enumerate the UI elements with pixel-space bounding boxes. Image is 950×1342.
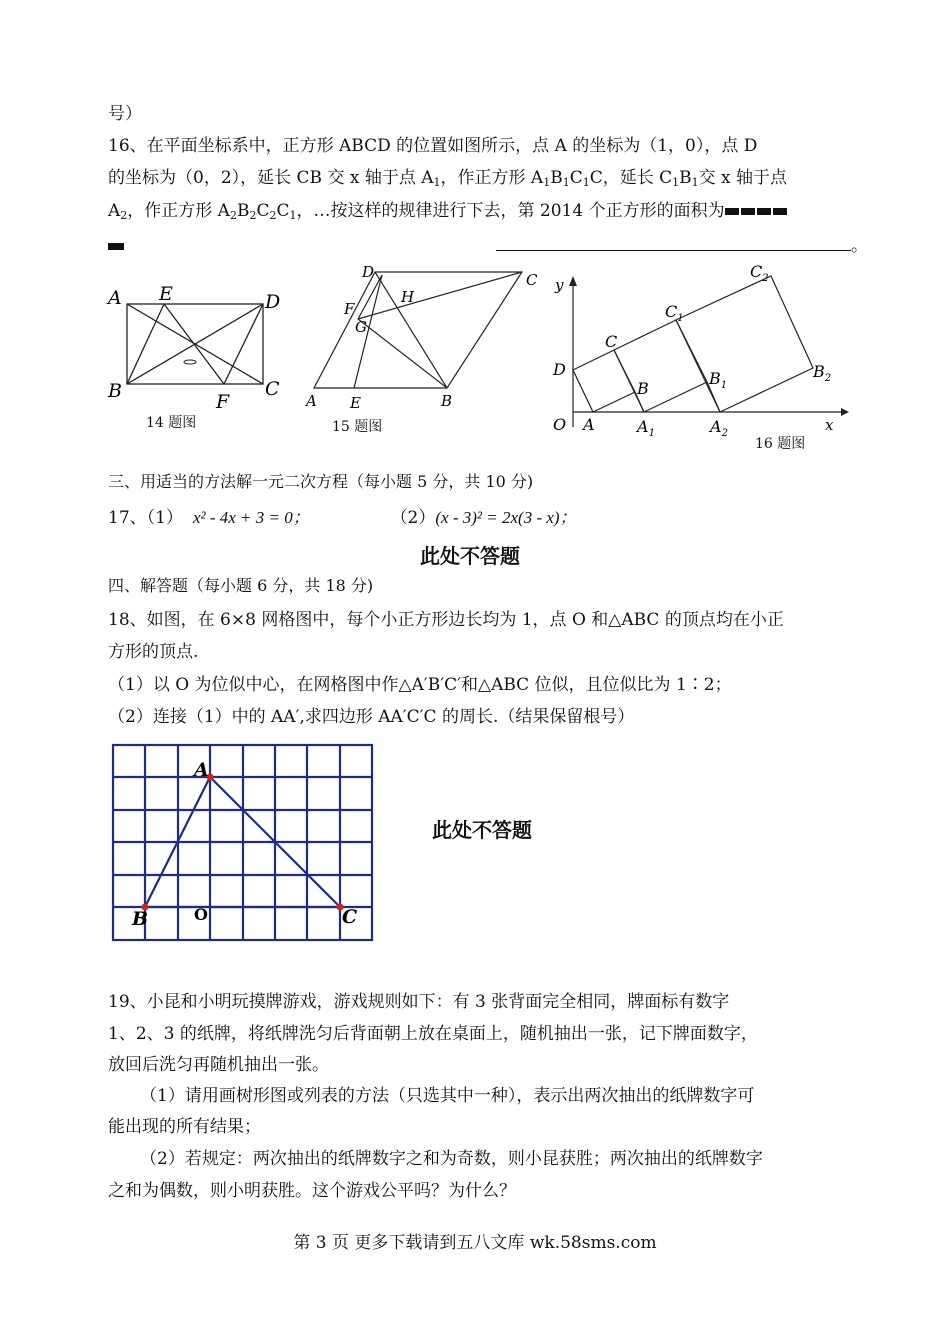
fig16-label-C2: $C_2$ bbox=[750, 262, 769, 284]
fig14-label-B: B bbox=[108, 380, 122, 402]
answer-blank[interactable] bbox=[496, 232, 851, 251]
q18-line2: 方形的顶点. bbox=[108, 642, 199, 662]
q19-line7: 之和为偶数，则小明获胜。这个游戏公平吗？为什么？ bbox=[108, 1181, 516, 1201]
fig16-label-B: B bbox=[637, 379, 649, 398]
fig15-label-F: F bbox=[344, 300, 355, 318]
fig16-label-B1: $B_1$ bbox=[709, 369, 728, 391]
fig16-label-O: O bbox=[553, 415, 567, 434]
fig16-label-A: A bbox=[583, 415, 595, 434]
grid-figure bbox=[110, 742, 380, 947]
no-answer-note-2: 此处不答题 bbox=[432, 818, 532, 842]
fig14-label-F: F bbox=[216, 391, 230, 413]
fig16-label-B2: $B_2$ bbox=[813, 362, 832, 384]
page-footer: 第 3 页 更多下载请到五八文库 wk.58sms.com bbox=[293, 1233, 657, 1253]
grid-label-A: A bbox=[194, 759, 209, 781]
fig15-caption: 15 题图 bbox=[332, 419, 383, 435]
fig16-label-C1: $C_1$ bbox=[665, 302, 684, 324]
fig16-label-A1: $A_1$ bbox=[637, 417, 655, 439]
fig15-label-E: E bbox=[350, 394, 361, 412]
fig15-label-A: A bbox=[306, 392, 317, 410]
q19-line6: （2）若规定：两次抽出的纸牌数字之和为奇数，则小昆获胜；两次抽出的纸牌数字 bbox=[140, 1149, 763, 1169]
figure-15 bbox=[300, 262, 550, 422]
fig14-label-A: A bbox=[108, 287, 122, 309]
q19-line3: 放回后洗匀再随机抽出一张。 bbox=[108, 1055, 329, 1075]
grid-label-B: B bbox=[132, 908, 149, 930]
fig14-caption: 14 题图 bbox=[146, 415, 197, 431]
fig15-label-D: D bbox=[362, 263, 375, 281]
q16-line3: $A_2$，作正方形 $A_2B_2C_2C_1$，…按这样的规律进行下去，第 2014 个正方形的面积为 bbox=[108, 199, 789, 228]
fig16-label-y: y bbox=[555, 276, 564, 294]
q16-answer-line: 。 bbox=[108, 232, 868, 258]
no-answer-note-1: 此处不答题 bbox=[420, 544, 520, 568]
section-4-heading: 四、解答题（每小题 6 分，共 18 分) bbox=[108, 576, 374, 595]
section-3-heading: 三、用适当的方法解一元二次方程（每小题 5 分，共 10 分) bbox=[108, 472, 534, 491]
grid-label-O: O bbox=[194, 905, 208, 924]
fig16-label-C: C bbox=[605, 332, 618, 351]
fig14-label-E: E bbox=[159, 283, 173, 305]
continuation-text: 号） bbox=[108, 104, 142, 124]
figure-16 bbox=[545, 262, 855, 457]
fig16-caption: 16 题图 bbox=[755, 436, 806, 452]
q19-line2: 1、2、3 的纸牌，将纸牌洗匀后背面朝上放在桌面上，随机抽出一张，记下牌面数字， bbox=[108, 1024, 758, 1044]
fig15-label-B: B bbox=[441, 392, 453, 410]
q17: 17、（1） x² - 4x + 3 = 0； （2）(x - 3)² = 2x(3 - x)； bbox=[108, 508, 577, 528]
fig16-label-x: x bbox=[825, 416, 834, 434]
q18-line4: （2）连接（1）中的 AA′,求四边形 AA′C′C 的周长.（结果保留根号） bbox=[108, 707, 635, 727]
grid-label-C: C bbox=[342, 906, 358, 928]
fig15-label-C: C bbox=[526, 271, 538, 289]
q16-line2: 的坐标为（0，2），延长 CB 交 x 轴于点 $A_1$，作正方形 $A_1B_1C_1C$，延长 $C_1B_1$交 x 轴于点 bbox=[108, 168, 788, 189]
fig15-label-H: H bbox=[401, 288, 415, 306]
fig16-label-D: D bbox=[553, 360, 566, 379]
q19-line1: 19、小昆和小明玩摸牌游戏，游戏规则如下：有 3 张背面完全相同，牌面标有数字 bbox=[108, 992, 730, 1012]
q19-line5: 能出现的所有结果； bbox=[108, 1117, 261, 1137]
fig15-label-G: G bbox=[355, 318, 367, 336]
fig14-label-C: C bbox=[265, 378, 280, 400]
figure-14 bbox=[100, 280, 300, 430]
q19-line4: （1）请用画树形图或列表的方法（只选其中一种），表示出两次抽出的纸牌数字可 bbox=[140, 1086, 755, 1106]
fig14-label-D: D bbox=[265, 291, 281, 313]
fig16-label-A2: $A_2$ bbox=[710, 417, 728, 439]
q18-line3: （1）以 O 为位似中心，在网格图中作△A′B′C′和△ABC 位似，且位似比为 1∶2； bbox=[108, 675, 732, 695]
q18-line1: 18、如图，在 6×8 网格图中，每个小正方形边长均为 1，点 O 和△ABC 的顶点均在小正 bbox=[108, 610, 784, 630]
q16-line1: 16、在平面坐标系中，正方形 ABCD 的位置如图所示，点 A 的坐标为（1，0），点 D bbox=[108, 136, 758, 156]
